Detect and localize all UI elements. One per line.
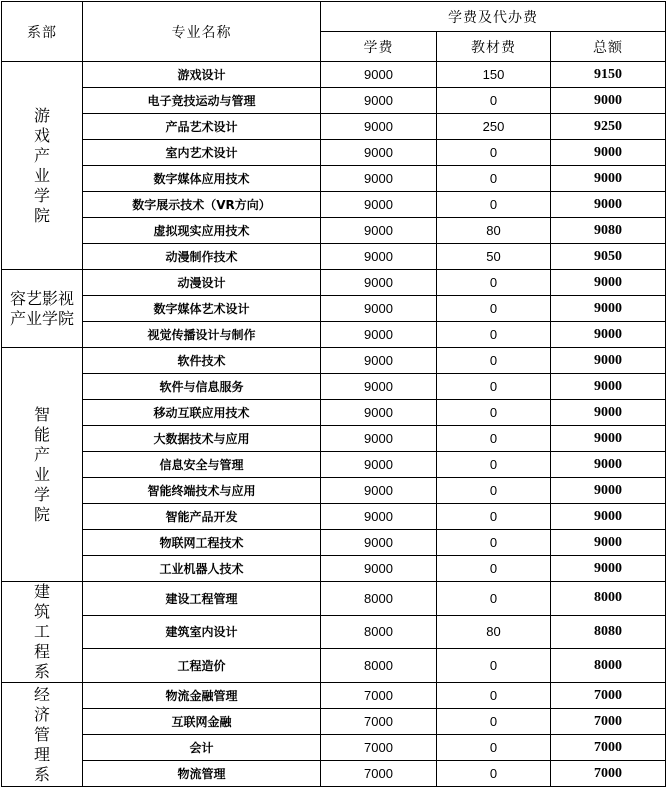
- table-row: [2, 615, 666, 649]
- department-name: 经济管理系: [33, 684, 50, 784]
- table-row: [2, 88, 666, 114]
- major-name: 信息安全与管理: [83, 452, 321, 478]
- table-row: [2, 400, 666, 426]
- tuition-value: 7000: [321, 761, 437, 787]
- tuition-value: 9000: [321, 426, 437, 452]
- textbook-value: 0: [437, 140, 551, 166]
- total-value: 9000: [551, 530, 666, 556]
- major-name: 动漫制作技术: [83, 244, 321, 270]
- total-value: 7000: [551, 709, 666, 735]
- tuition-value: 9000: [321, 348, 437, 374]
- table-row: [2, 478, 666, 504]
- total-value: 9000: [551, 374, 666, 400]
- table-row: [2, 452, 666, 478]
- major-name: 室内艺术设计: [83, 140, 321, 166]
- tuition-value: 9000: [321, 374, 437, 400]
- total-value: 9000: [551, 348, 666, 374]
- total-value: 8080: [551, 615, 666, 649]
- table-row: [2, 504, 666, 530]
- total-value: 8000: [551, 649, 666, 683]
- textbook-value: 0: [437, 649, 551, 683]
- table-row: [2, 709, 666, 735]
- table-row: [2, 140, 666, 166]
- department-cell: [2, 582, 83, 683]
- tuition-value: 9000: [321, 140, 437, 166]
- textbook-value: 150: [437, 62, 551, 88]
- textbook-value: 0: [437, 270, 551, 296]
- table-header: [2, 2, 666, 62]
- textbook-value: 0: [437, 426, 551, 452]
- total-value: 9150: [551, 62, 666, 88]
- table-row: [2, 166, 666, 192]
- major-name: 产品艺术设计: [83, 114, 321, 140]
- tuition-value: 9000: [321, 114, 437, 140]
- major-name: 移动互联应用技术: [83, 400, 321, 426]
- total-value: 9050: [551, 244, 666, 270]
- total-value: 9000: [551, 504, 666, 530]
- department-name: 游戏产业学院: [33, 105, 50, 225]
- table-row: [2, 62, 666, 88]
- table-row: [2, 426, 666, 452]
- table-row: [2, 296, 666, 322]
- tuition-value: 9000: [321, 530, 437, 556]
- major-name: 动漫设计: [83, 270, 321, 296]
- major-name: 建设工程管理: [83, 582, 321, 616]
- header-major: 专业名称: [83, 2, 321, 62]
- table-row: [2, 761, 666, 787]
- textbook-value: 0: [437, 166, 551, 192]
- tuition-value: 8000: [321, 615, 437, 649]
- tuition-value: 9000: [321, 62, 437, 88]
- major-name: 软件技术: [83, 348, 321, 374]
- table-row: [2, 649, 666, 683]
- major-name: 虚拟现实应用技术: [83, 218, 321, 244]
- textbook-value: 0: [437, 761, 551, 787]
- major-name: 游戏设计: [83, 62, 321, 88]
- major-name: 数字媒体应用技术: [83, 166, 321, 192]
- tuition-value: 9000: [321, 244, 437, 270]
- department-cell: [2, 683, 83, 787]
- major-name: 电子竞技运动与管理: [83, 88, 321, 114]
- textbook-value: 80: [437, 218, 551, 244]
- department-name: 智能产业学院: [33, 404, 50, 524]
- textbook-value: 0: [437, 192, 551, 218]
- total-value: 9000: [551, 452, 666, 478]
- major-name: 物流管理: [83, 761, 321, 787]
- total-value: 9000: [551, 478, 666, 504]
- tuition-value: 9000: [321, 88, 437, 114]
- total-value: 9000: [551, 166, 666, 192]
- table-row: [2, 735, 666, 761]
- tuition-value: 7000: [321, 709, 437, 735]
- textbook-value: 0: [437, 296, 551, 322]
- table-row: [2, 114, 666, 140]
- table-row: [2, 683, 666, 709]
- major-name: 建筑室内设计: [83, 615, 321, 649]
- tuition-value: 9000: [321, 166, 437, 192]
- textbook-value: 0: [437, 374, 551, 400]
- major-name: 大数据技术与应用: [83, 426, 321, 452]
- department-cell: [2, 348, 83, 582]
- table-body: [2, 62, 666, 787]
- major-name: 智能产品开发: [83, 504, 321, 530]
- textbook-value: 0: [437, 348, 551, 374]
- department-name: 容艺影视产业学院: [9, 288, 74, 328]
- header-tuition: 学费: [321, 32, 437, 62]
- table-row: [2, 582, 666, 616]
- major-name: 物流金融管理: [83, 683, 321, 709]
- textbook-value: 0: [437, 452, 551, 478]
- total-value: 7000: [551, 761, 666, 787]
- tuition-value: 8000: [321, 649, 437, 683]
- tuition-value: 9000: [321, 218, 437, 244]
- total-value: 9000: [551, 400, 666, 426]
- tuition-value: 9000: [321, 400, 437, 426]
- tuition-value: 9000: [321, 556, 437, 582]
- tuition-value: 7000: [321, 735, 437, 761]
- textbook-value: 0: [437, 478, 551, 504]
- total-value: 9080: [551, 218, 666, 244]
- textbook-value: 50: [437, 244, 551, 270]
- table-row: [2, 192, 666, 218]
- tuition-value: 9000: [321, 192, 437, 218]
- table-row: [2, 530, 666, 556]
- textbook-value: 0: [437, 683, 551, 709]
- major-name: 物联网工程技术: [83, 530, 321, 556]
- tuition-value: 9000: [321, 452, 437, 478]
- total-value: 9250: [551, 114, 666, 140]
- tuition-value: 9000: [321, 270, 437, 296]
- tuition-value: 8000: [321, 582, 437, 616]
- header-textbook: 教材费: [437, 32, 551, 62]
- header-total: 总额: [551, 32, 666, 62]
- textbook-value: 0: [437, 400, 551, 426]
- major-name: 工程造价: [83, 649, 321, 683]
- total-value: 7000: [551, 683, 666, 709]
- textbook-value: 0: [437, 504, 551, 530]
- textbook-value: 0: [437, 88, 551, 114]
- textbook-value: 0: [437, 322, 551, 348]
- major-name: 数字媒体艺术设计: [83, 296, 321, 322]
- tuition-value: 9000: [321, 322, 437, 348]
- table-row: [2, 374, 666, 400]
- tuition-value: 7000: [321, 683, 437, 709]
- table-row: [2, 556, 666, 582]
- total-value: 9000: [551, 270, 666, 296]
- total-value: 7000: [551, 735, 666, 761]
- major-name: 视觉传播设计与制作: [83, 322, 321, 348]
- total-value: 9000: [551, 140, 666, 166]
- total-value: 9000: [551, 556, 666, 582]
- department-name: 建筑工程系: [33, 582, 50, 681]
- tuition-value: 9000: [321, 296, 437, 322]
- textbook-value: 0: [437, 709, 551, 735]
- textbook-value: 250: [437, 114, 551, 140]
- major-name: 数字展示技术（VR方向）: [83, 192, 321, 218]
- tuition-value: 9000: [321, 478, 437, 504]
- tuition-value: 9000: [321, 504, 437, 530]
- table-row: [2, 322, 666, 348]
- department-cell: [2, 270, 83, 348]
- major-name: 会计: [83, 735, 321, 761]
- fee-table: [1, 1, 666, 787]
- textbook-value: 0: [437, 735, 551, 761]
- total-value: 9000: [551, 322, 666, 348]
- table-row: [2, 218, 666, 244]
- header-fee-group: 学费及代办费: [321, 2, 666, 32]
- major-name: 互联网金融: [83, 709, 321, 735]
- textbook-value: 0: [437, 530, 551, 556]
- total-value: 9000: [551, 426, 666, 452]
- table-row: [2, 270, 666, 296]
- total-value: 9000: [551, 88, 666, 114]
- total-value: 9000: [551, 296, 666, 322]
- table-row: [2, 244, 666, 270]
- total-value: 8000: [551, 582, 666, 616]
- textbook-value: 80: [437, 615, 551, 649]
- table-row: [2, 348, 666, 374]
- major-name: 工业机器人技术: [83, 556, 321, 582]
- total-value: 9000: [551, 192, 666, 218]
- major-name: 智能终端技术与应用: [83, 478, 321, 504]
- header-dept: 系部: [2, 2, 83, 62]
- department-cell: [2, 62, 83, 270]
- textbook-value: 0: [437, 582, 551, 616]
- major-name: 软件与信息服务: [83, 374, 321, 400]
- textbook-value: 0: [437, 556, 551, 582]
